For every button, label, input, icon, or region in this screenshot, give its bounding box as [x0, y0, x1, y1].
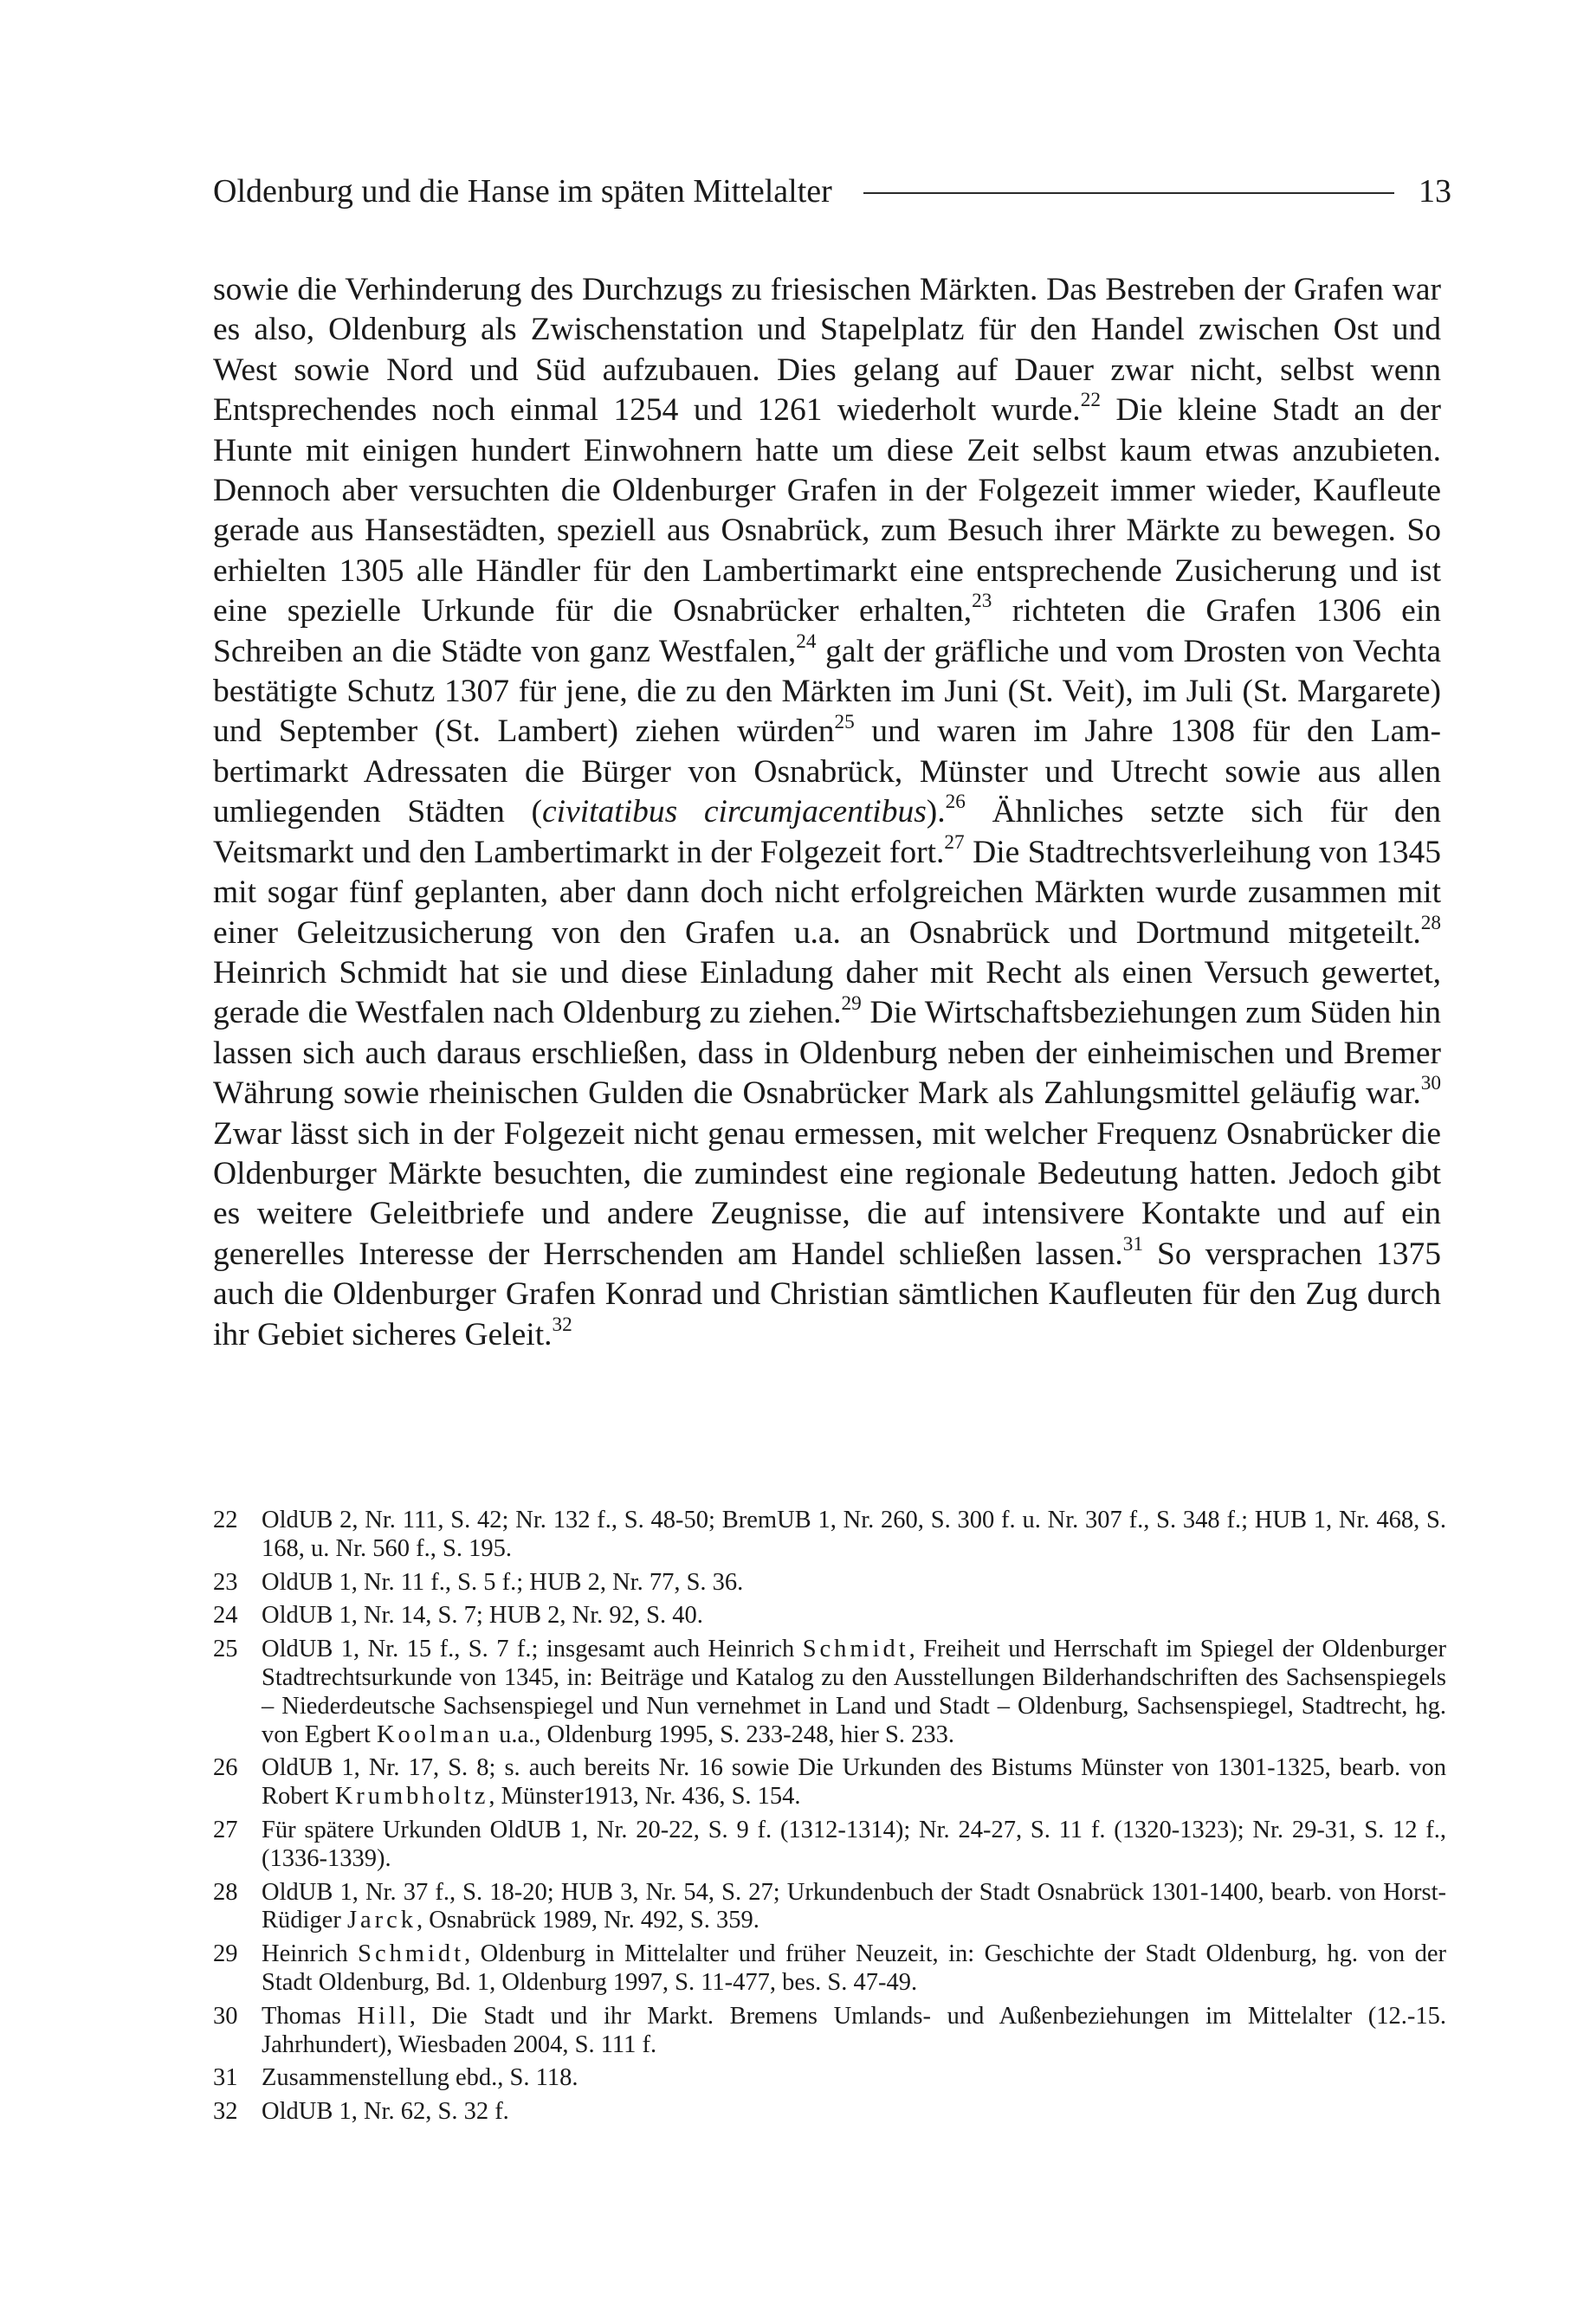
page-number: 13 [1419, 173, 1451, 210]
text-run: richteten die Grafen 1306 ein Schreiben an die Städte von ganz Westfalen, [213, 593, 1441, 669]
footnote-ref-31: 31 [1122, 1232, 1143, 1256]
footnote-text: OldUB 1, Nr. 14, S. 7; HUB 2, Nr. 92, S. 40. [262, 1602, 703, 1630]
footnote-number: 22 [213, 1507, 238, 1533]
text-run: sowie die Verhinderung des Durchzugs zu friesischen Märkten. Das Bestreben der Grafen war es also, Oldenburg als Zwischenstation und Stapelplatz für den Handel zwischen Ost und West sowie Nord und Süd aufzubauen. Dies gelang auf Dauer zwar nicht, selbst wenn Entsprechendes noch einmal 1254 und 1261 wiederholt wurde. [213, 272, 1441, 429]
footnote-32 [213, 2098, 1446, 2127]
footnote-text [262, 1940, 1446, 1998]
footnote-22 [213, 1507, 1446, 1564]
running-header [213, 170, 1451, 213]
author-name: Hill [357, 2002, 410, 2030]
footnote-number: 29 [213, 1940, 238, 1968]
footnote-ref-25: 25 [834, 710, 855, 733]
footnote-text: Zusammenstellung ebd., S. 118. [262, 2064, 578, 2092]
footnote-number: 26 [213, 1754, 238, 1782]
footnote-24 [213, 1602, 1446, 1630]
footnote-number: 23 [213, 1568, 238, 1596]
footnote-text: OldUB 2, Nr. 111, S. 42; Nr. 132 f., S. 48-50; BremUB 1, Nr. 260, S. 300 f. u. Nr. 307 f., S. 348 f.; HUB 1, Nr. 468, S. 168, u. Nr. 560 f., S. 195. [262, 1507, 1446, 1562]
author-name: Jarck [346, 1907, 417, 1934]
main-paragraph [213, 270, 1441, 1355]
text-run: Ähnliches setzte sich für den Veitsmarkt und den Lambertimarkt in der Folgezeit fort. [213, 794, 1441, 870]
text-run: Heinrich Schmidt hat sie und diese Einladung daher mit Recht als einen Versuch gewertet, gerade die Westfalen nach Oldenburg zu ziehen. [213, 954, 1441, 1031]
text-run: Die kleine Stadt an der Hunte mit einigen hundert Einwohnern hatte um diese Zeit selbst kaum etwas anzubieten. Dennoch aber versuchten die Oldenburger Grafen in der Folgezeit immer wieder, Kaufleute gerade aus Hansestädten, speziell aus Osnabrück, zum Besuch ihrer Märkte zu bewegen. So erhielten 1305 alle Händler für den Lambertimarkt eine entsprechende Zusicherung und ist eine spezielle Urkunde für die Osnabrücker erhalten, [213, 392, 1442, 629]
footnote-text [262, 1754, 1446, 1811]
footnote-ref-27: 27 [944, 830, 965, 854]
footnote-30 [213, 2003, 1446, 2060]
footnote-ref-29: 29 [841, 991, 862, 1015]
footnote-ref-30: 30 [1420, 1072, 1441, 1095]
footnote-ref-24: 24 [796, 629, 817, 653]
footnote-number: 27 [213, 1816, 238, 1843]
author-name: Koolman [376, 1720, 493, 1748]
footnote-text [262, 1636, 1446, 1749]
text-run: Die Wirtschaftsbeziehungen zum Süden hin lassen sich auch daraus erschließen, dass in Oldenburg neben der einheimischen und Bremer Währung sowie rheinischen Gulden die Osnabrücker Mark als Zahlungsmittel geläufig war. [213, 995, 1441, 1112]
text-run: , Freiheit und Herrschaft im Spiegel der Oldenburger Stadtrechtsurkunde von 1345, in: Beiträge und Katalog zu den Ausstellungen Bilderhandschriften des Sachsenspiegels – Niederdeutsche Sachsenspiegel und Nun vernehmet in Land und Stadt – Oldenburg, Sachsenspiegel, Stadtrecht, hg. von Egbert [262, 1636, 1446, 1748]
running-title: Oldenburg und die Hanse im späten Mittelalter [213, 173, 832, 210]
footnote-number: 24 [213, 1602, 238, 1630]
footnote-23 [213, 1569, 1446, 1598]
footnote-ref-26: 26 [945, 791, 966, 814]
footnote-28 [213, 1879, 1446, 1936]
footnote-text [262, 1879, 1446, 1936]
footnote-number: 32 [213, 2098, 238, 2126]
author-name: Schmidt [358, 1940, 465, 1968]
text-run: Die Stadtrechtsverleihung von 1345 mit sogar fünf geplanten, aber dann doch nicht erfolgreichen Märkten wurde zusammen mit einer Geleitzusicherung von den Grafen u.a. an Osnabrück und Dortmund mitgeteilt. [213, 834, 1441, 951]
author-name: Schmidt [802, 1636, 909, 1663]
text-run: , Münster1913, Nr. 436, S. 154. [488, 1783, 801, 1811]
text-run: , Die Stadt und ihr Markt. Bremens Umlands- und Außenbeziehungen im Mittelalter (12.-15. Jahrhundert), Wiesbaden 2004, S. 111 f. [262, 2002, 1446, 2058]
footnote-25 [213, 1636, 1446, 1749]
text-run: galt der gräfliche und vom Drosten von Vechta bestätigte Schutz 1307 für jene, die zu den Märkten im Juni (St. Veit), im Juli (St. Margarete) und September (St. Lambert) ziehen würden [213, 633, 1441, 750]
text-run: Thomas [262, 2002, 358, 2030]
text-run: , Oldenburg in Mittelalter und früher Neuzeit, in: Geschichte der Stadt Oldenburg, hg. von der Stadt Oldenburg, Bd. 1, Oldenburg 1997, S. 11-477, bes. S. 47-49. [262, 1940, 1446, 1996]
footnote-text: OldUB 1, Nr. 11 f., S. 5 f.; HUB 2, Nr. 77, S. 36. [262, 1568, 744, 1596]
text-run: OldUB 1, Nr. 37 f., S. 18-20; HUB 3, Nr. 54, S. 27; Urkundenbuch der Stadt Osnabrück 1301-1400, bearb. von Horst-Rüdiger [262, 1878, 1446, 1934]
text-run: Heinrich [262, 1940, 359, 1968]
footnote-text [262, 2003, 1446, 2060]
header-rule [863, 192, 1394, 194]
text-run: und waren im Jahre 1308 für den Lambertimarkt Adressaten die Bürger von Osnabrück, Münster und Utrecht sowie aus allen umliegenden Städten ( [213, 713, 1441, 830]
footnote-ref-32: 32 [552, 1313, 572, 1336]
footnote-number: 30 [213, 2002, 238, 2030]
body-text [213, 270, 1441, 1355]
footnote-number: 31 [213, 2064, 238, 2092]
text-run: OldUB 1, Nr. 15 f., S. 7 f.; insgesamt auch Heinrich [262, 1636, 803, 1663]
text-run: So versprachen 1375 auch die Oldenburger Grafen Konrad und Christian sämtlichen Kaufleuten für den Zug durch ihr Gebiet sicheres Geleit. [213, 1236, 1441, 1352]
footnotes [213, 1507, 1446, 2132]
footnote-number: 25 [213, 1636, 238, 1663]
footnote-ref-22: 22 [1080, 389, 1101, 412]
footnote-number: 28 [213, 1878, 238, 1906]
footnote-31 [213, 2064, 1446, 2093]
text-run: OldUB 1, Nr. 17, S. 8; s. auch bereits Nr. 16 sowie Die Urkunden des Bistums Münster von 1301-1325, bearb. von Robert [262, 1754, 1446, 1811]
footnote-text: Für spätere Urkunden OldUB 1, Nr. 20-22, S. 9 f. (1312-1314); Nr. 24-27, S. 11 f. (1320-1323); Nr. 29-31, S. 12 f., (1336-1339). [262, 1816, 1446, 1872]
footnote-27 [213, 1817, 1446, 1874]
text-run: , Osnabrück 1989, Nr. 492, S. 359. [417, 1907, 759, 1934]
footnote-ref-23: 23 [972, 590, 992, 613]
author-name: Krumbholtz [334, 1783, 489, 1811]
text-run: ). [926, 794, 946, 830]
text-run: Zwar lässt sich in der Folgezeit nicht genau ermessen, mit welcher Frequenz Osnabrücker die Oldenburger Märkte besuchten, die zumindest eine regionale Bedeutung hatten. Jedoch gibt es weitere Geleitbriefe und andere Zeugnisse, die auf intensivere Kontakte und auf ein generelles Interesse der Herrschenden am Handel schließen lassen. [213, 1115, 1441, 1272]
text-run: u.a., Oldenburg 1995, S. 233-248, hier S. 233. [492, 1720, 954, 1748]
latin-phrase: civitatibus circumjacentibus [542, 794, 927, 830]
footnote-text: OldUB 1, Nr. 62, S. 32 f. [262, 2098, 509, 2126]
footnote-26 [213, 1754, 1446, 1811]
footnote-ref-28: 28 [1420, 911, 1441, 934]
footnote-29 [213, 1940, 1446, 1998]
